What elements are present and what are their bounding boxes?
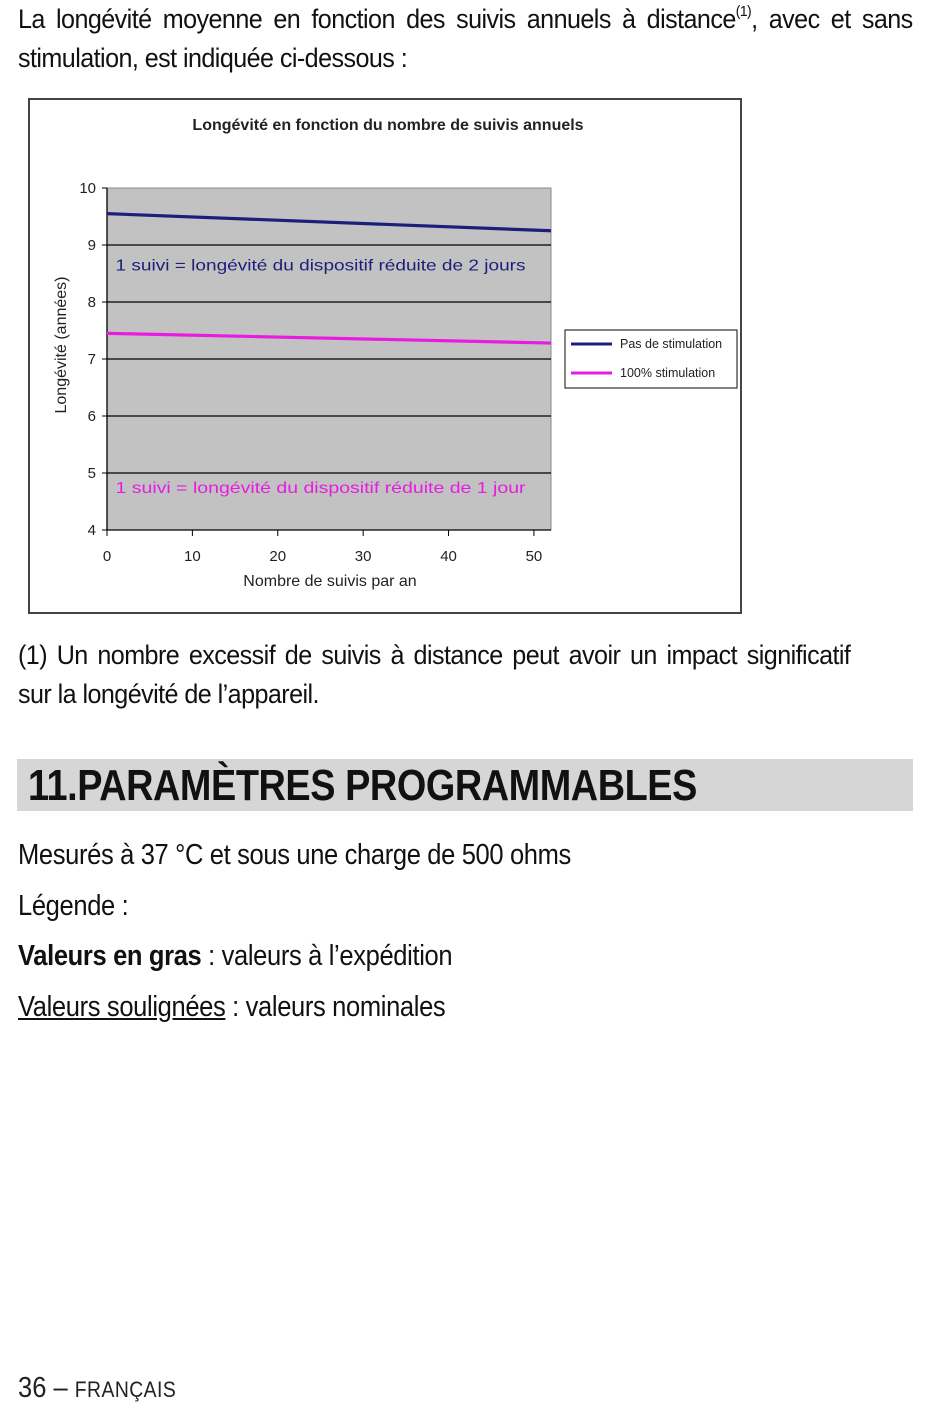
y-tick-label-10: 10 [79,180,96,197]
y-tick-label-7: 7 [87,351,96,368]
x-tick-label-40: 40 [440,548,457,565]
annotation-2: 1 suivi = longévité du dispositif réduite de 1 jour [115,479,527,497]
section-title: PARAMÈTRES PROGRAMMABLES [77,761,697,810]
bold-desc: : valeurs à l’expédition [201,940,453,972]
page-number: 36 [18,1372,47,1404]
annotation-1: 1 suivi = longévité du dispositif réduite de 2 jours [115,257,526,275]
footer-separator: – [46,1372,75,1404]
footer-language: FRANÇAIS [74,1377,177,1402]
underline-term: Valeurs soulignées [18,991,226,1023]
intro-footnote-ref: (1) [735,3,752,20]
x-tick-label-20: 20 [269,548,287,565]
bold-term: Valeurs en gras [18,940,202,972]
intro-text: La longévité moyenne en fonction des suivis annuels à distance [18,4,736,34]
legend-label: Légende : [18,890,129,922]
legend-underline-line [18,989,445,1025]
section-heading [28,761,697,811]
legend-label-2: 100% stimulation [620,366,716,380]
x-tick-label-10: 10 [184,548,201,565]
y-tick-label-9: 9 [87,237,96,254]
longevity-chart [28,98,742,614]
legend-bold-line [18,938,452,974]
y-tick-label-8: 8 [87,294,96,311]
y-tick-label-4: 4 [87,522,96,539]
intro-text-end: , avec et sans stimulation, est indiquée ci-dessous : [18,4,913,73]
footnote: (1) Un nombre excessif de suivis à distance peut avoir un impact significatif sur la longévité de l’appareil. [18,640,851,709]
chart-svg [30,100,740,612]
section-number: 11. [28,761,78,810]
chart-title: Longévité en fonction du nombre de suivis annuels [192,117,584,134]
page-footer [18,1372,176,1406]
legend-label-1: Pas de stimulation [620,337,723,351]
chart-legend [565,330,737,388]
y-axis-label: Longévité (années) [53,276,70,414]
y-tick-label-5: 5 [87,465,96,482]
measure-line: Mesurés à 37 °C et sous une charge de 500 ohms [18,839,571,871]
x-tick-label-30: 30 [354,548,372,565]
x-tick-label-50: 50 [525,548,543,565]
underline-desc: : valeurs nominales [225,991,446,1023]
x-axis-label: Nombre de suivis par an [243,573,417,590]
x-tick-label-0: 0 [102,548,112,565]
intro-paragraph [18,0,913,78]
y-tick-label-6: 6 [87,408,96,425]
